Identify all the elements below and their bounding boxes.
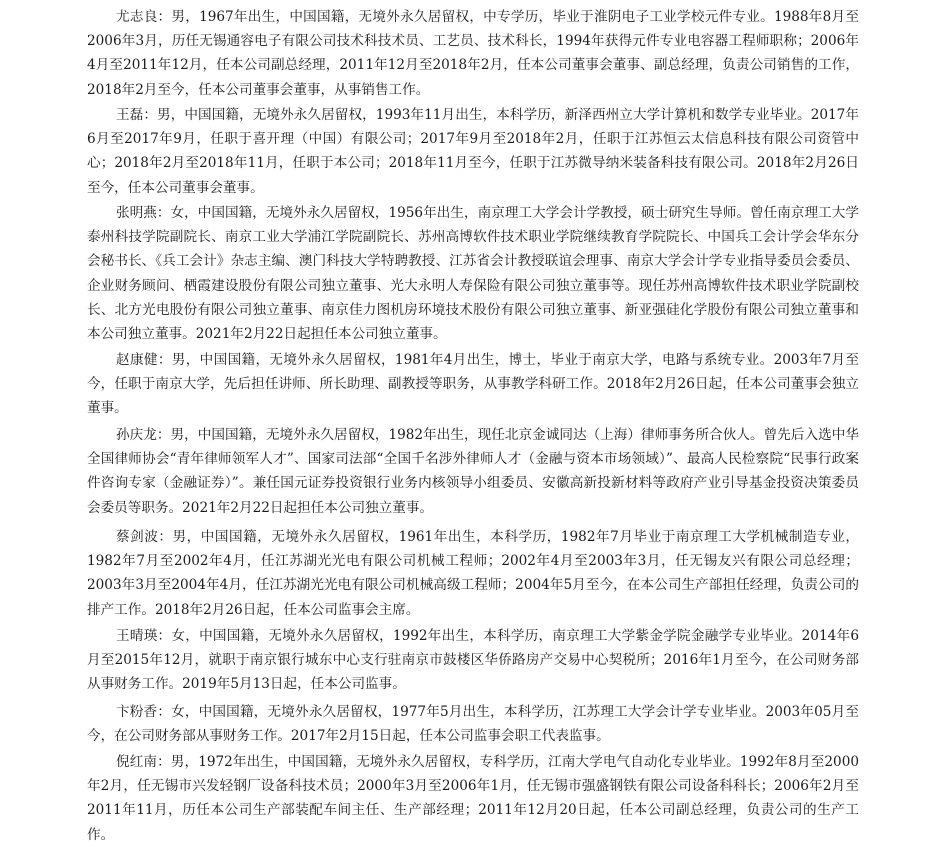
bio-paragraph-zhao-kangjian: 赵康健：男，中国国籍，无境外永久居留权，1981年4月出生，博士，毕业于南京大学，电路与系统专业。2003年7月至今，任职于南京大学，先后担任讲师、所长助理、副教授等职务，从事教学科研工作。2018年2月26日起，任本公司董事会独立董事。	[87, 352, 859, 417]
bio-paragraph-cai-jianbo: 蔡剑波：男，中国国籍，无境外永久居留权，1961年出生，本科学历，1982年7月毕业于南京理工大学机械制造专业，1982年7月至2002年4月，任江苏湖光光电有限公司机械工程师；2002年4月至2003年3月，任无锡友兴有限公司总经理；2003年3月至2004年4月，任江苏湖光光电有限公司机械高级工程师；2004年5月至今，在本公司生产部担任经理，负责公司的排产工作。2018年2月26日起，任本公司监事会主席。	[87, 529, 859, 618]
bio-paragraph-zhang-mingyan: 张明燕：女，中国国籍，无境外永久居留权，1956年出生，南京理工大学会计学教授，硕士研究生导师。曾任南京理工大学泰州科技学院副院长、南京工业大学浦江学院副院长、苏州高博软件技术职业学院继续教育学院院长、中国兵工会计学会华东分会秘书长、《兵工会计》杂志主编、澳门科技大学特聘教授、江苏省会计教授联谊会理事、南京大学会计学专业指导委员会委员、企业财务顾问、栖霞建设股份有限公司独立董事、光大永明人寿保险有限公司独立董事等。现任苏州高博软件技术职业学院副校长、北方光电股份有限公司独立董事、南京佳力图机房环境技术股份有限公司独立董事、新亚强硅化学股份有限公司独立董事和本公司独立董事。2021年2月22日起担任本公司独立董事。	[87, 205, 859, 343]
bio-paragraph-sun-qinglong: 孙庆龙：男，中国国籍，无境外永久居留权，1982年出生，现任北京金诚同达（上海）律师事务所合伙人。曾先后入选中华全国律师协会“青年律师领军人才”、国家司法部“全国千名涉外律师人才（金融与资本市场领域）”、最高人民检察院“民事行政案件咨询专家（金融证券）”。兼任国元证券投资银行业务内核领导小组委员、安徽高新投新材料等政府产业引导基金投资决策委员会委员等职务。2021年2月22日起担任本公司独立董事。	[87, 427, 859, 516]
bio-paragraph-wang-lei: 王磊：男，中国国籍，无境外永久居留权，1993年11月出生，本科学历，新泽西州立大学计算机和数学专业毕业。2017年6月至2017年9月，任职于喜开理（中国）有限公司；2017年9月至2018年2月，任职于江苏恒云太信息科技有限公司资管中心；2018年2月至2018年11月，任职于本公司；2018年11月至今，任职于江苏微导纳米装备科技有限公司。2018年2月26日至今，任本公司董事会董事。	[87, 107, 859, 196]
bio-paragraph-wang-qingying: 王晴瑛：女，中国国籍，无境外永久居留权，1992年出生，本科学历，南京理工大学紫金学院金融学专业毕业。2014年6月至2015年12月，就职于南京银行城东中心支行驻南京市鼓楼区华侨路房产交易中心契税所；2016年1月至今，在公司财务部从事财务工作。2019年5月13日起，任本公司监事。	[87, 628, 859, 693]
bio-paragraph-ni-hongnan: 倪红南：男，1972年出生，中国国籍，无境外永久居留权，专科学历，江南大学电气自动化专业毕业。1992年8月至2000年2月，任无锡市兴发轻钢厂设备科技术员；2000年3月至2006年1月，任无锡市强盛钢铁有限公司设备科科长；2006年2月至2011年11月，历任本公司生产部装配车间主任、生产部经理；2011年12月20日起，任本公司副总经理，负责公司的生产工作。	[87, 754, 859, 843]
bio-paragraph-bian-fenxiang: 卞粉香：女，中国国籍，无境外永久居留权，1977年5月出生，本科学历，江苏理工大学会计学专业毕业。2003年05月至今，在公司财务部从事财务工作。2017年2月15日起，任本公司监事会职工代表监事。	[87, 704, 859, 745]
bio-paragraph-you-zhiliang: 尤志良：男，1967年出生，中国国籍，无境外永久居留权，中专学历，毕业于淮阴电子工业学校元件专业。1988年8月至2006年3月，历任无锡通容电子有限公司技术科技术员、工艺员、技术科长，1994年获得元件专业电容器工程师职称；2006年4月至2011年12月，任本公司副总经理，2011年12月至2018年2月，任本公司董事会董事、副总经理，负责公司销售的工作，2018年2月至今，任本公司董事会董事，从事销售工作。	[87, 9, 859, 98]
